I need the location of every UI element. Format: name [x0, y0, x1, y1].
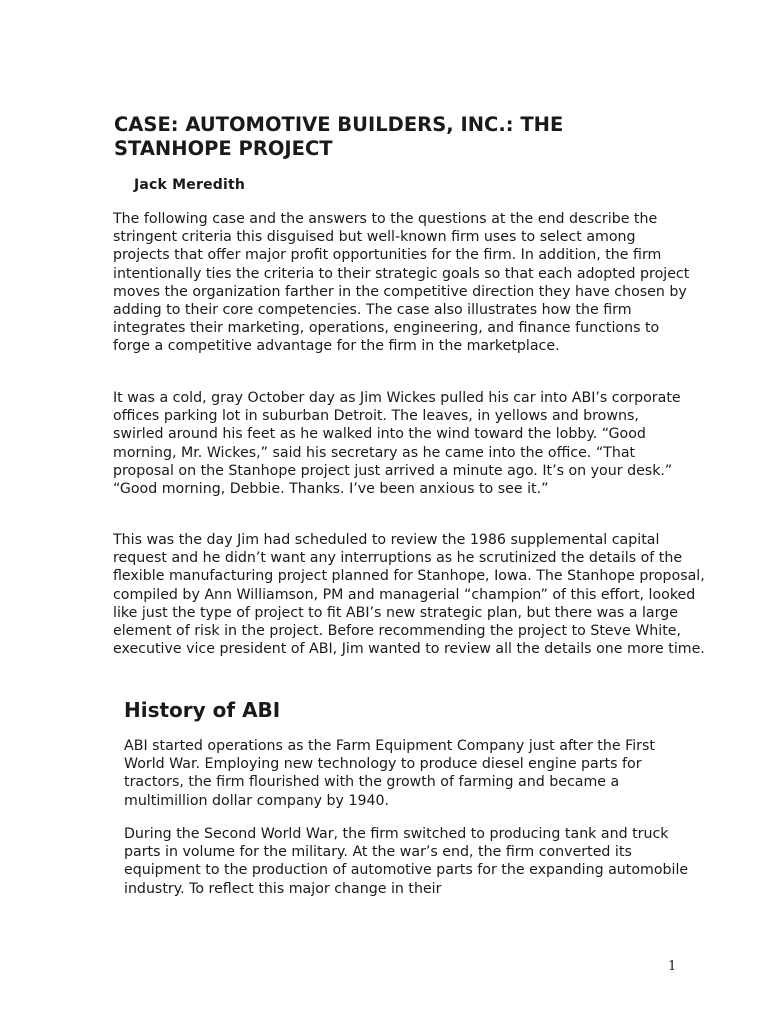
history-paragraph-1: ABI started operations as the Farm Equipment Company just after the First World War. Employing new technology to produce diesel engine parts for tractors, the firm flourished with the growth of farming and became a multimillion dollar company by 1940. [124, 738, 655, 809]
narrative-paragraph-1: It was a cold, gray October day as Jim Wickes pulled his car into ABI’s corporate offices parking lot in suburban Detroit. The leaves, in yellows and browns, swirled around his feet as he walked into the wind toward the lobby. “Good morning, Mr. Wickes,” said his secretary as he came into the office. “That proposal on the Stanhope project just arrived a minute ago. It’s on your desk.” “Good morning, Debbie. Thanks. I’ve been anxious to see it.” [113, 390, 681, 498]
intro-paragraph: The following case and the answers to the questions at the end describe the stringent criteria this disguised but well-known firm uses to select among projects that offer major profit opportunities for the firm. In addition, the firm intentionally ties the criteria to their strategic goals so that each adopted project moves the organization farther in the competitive direction they have chosen by adding to their core competencies. The case also illustrates how the firm integrates their marketing, operations, engineering, and finance functions to forge a competitive advantage for the firm in the marketplace. [113, 211, 690, 355]
narrative-paragraph-2: This was the day Jim had scheduled to review the 1986 supplemental capital request and he didn’t want any interruptions as he scrutinized the details of the flexible manufacturing project planned for Stanhope, Iowa. The Stanhope proposal, compiled by Ann Williamson, PM and managerial “champion” of this effort, looked like just the type of project to fit ABI’s new strategic plan, but there was a large element of risk in the project. Before recommending the project to Steve White, executive vice president of ABI, Jim wanted to review all the details one more time. [113, 532, 705, 658]
document-title: CASE: AUTOMOTIVE BUILDERS, INC.: THE STANHOPE PROJECT [114, 113, 564, 160]
section-heading-history: History of ABI [124, 698, 281, 722]
history-paragraph-2: During the Second World War, the firm switched to producing tank and truck parts in volume for the military. At the war’s end, the firm converted its equipment to the production of automotive parts for the expanding automobile industry. To reflect this major change in their [124, 826, 689, 897]
page-number: 1 [668, 959, 677, 974]
author-name: Jack Meredith [134, 177, 246, 193]
